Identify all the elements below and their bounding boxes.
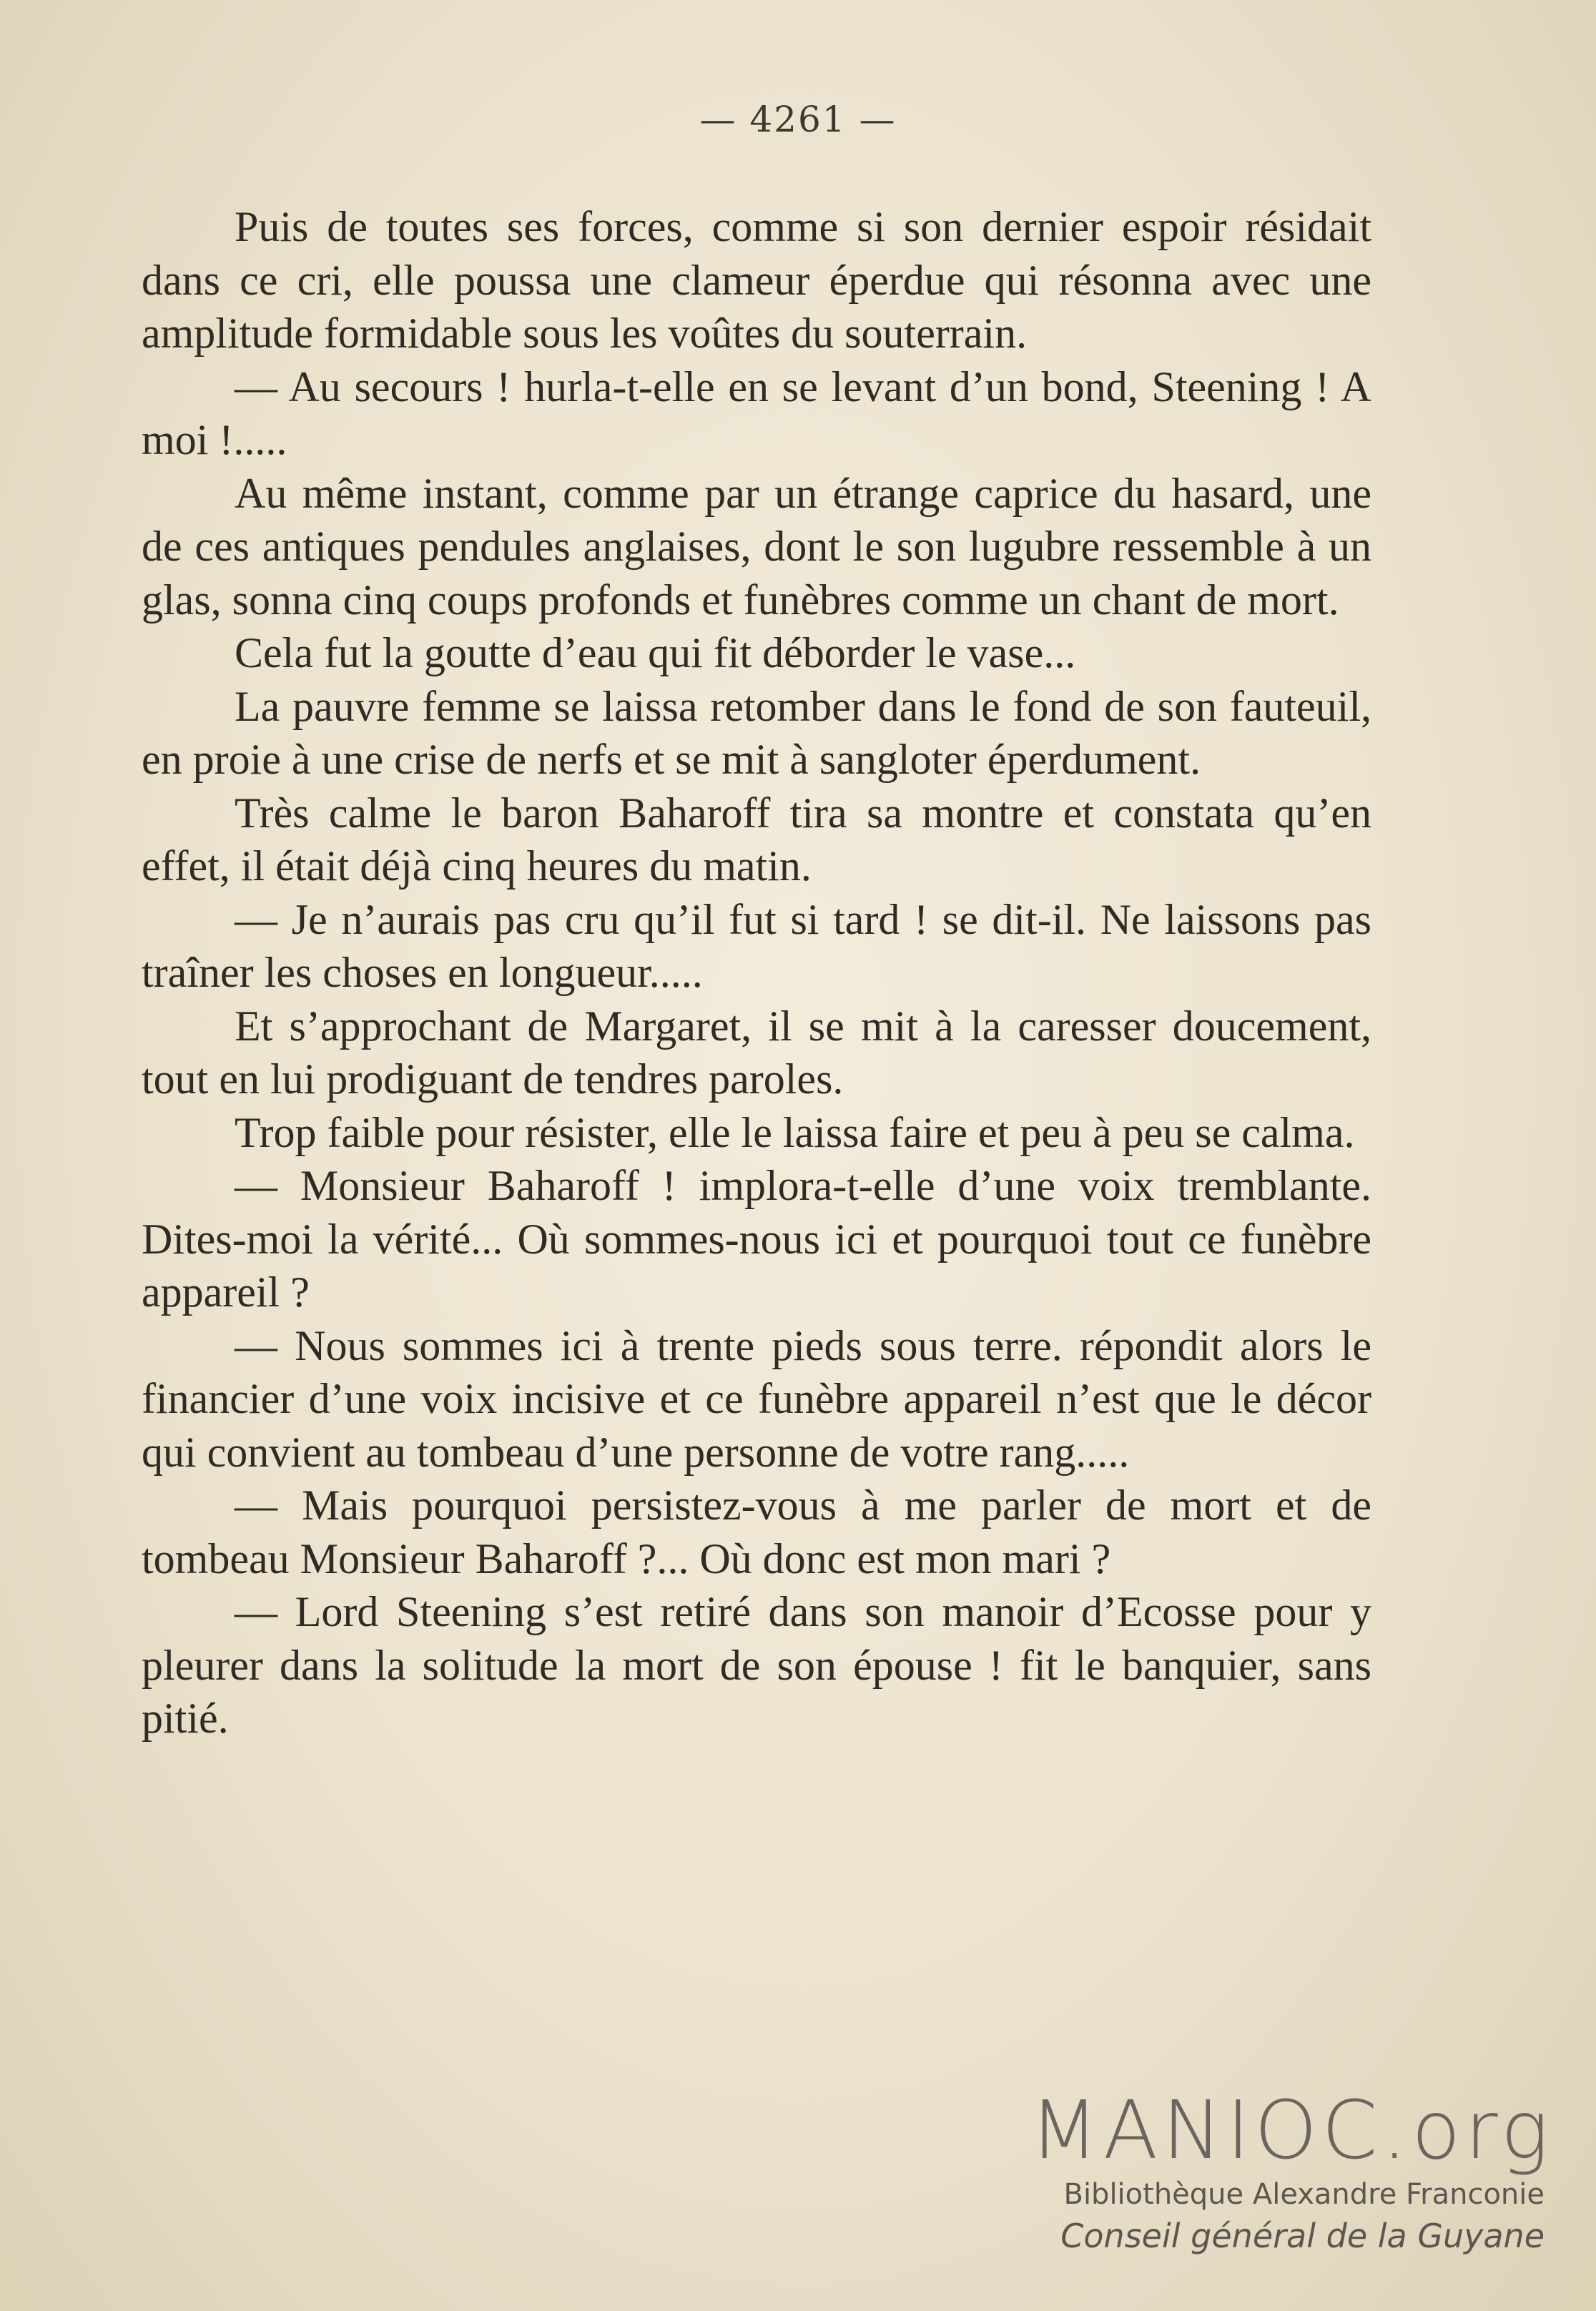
council-name: Conseil général de la Guyane [1060,2217,1545,2255]
paragraph: — Lord Steening s’est retiré dans son manoir d’Ecosse pour y pleurer dans la solitude la mort de son épouse ! fit le banquier, sans pitié. [142,1588,1371,1742]
manioc-watermark [1030,2084,1553,2255]
paragraph: — Je n’aurais pas cru qu’il fut si tard ! se dit-il. Ne laissons pas traîner les choses en longueur..... [142,895,1371,996]
paragraph: — Monsieur Baharoff ! implora-t-elle d’une voix tremblante. Dites-moi la vérité... Où sommes-nous ici et pourquoi tout ce funèbre appareil ? [142,1162,1371,1316]
paragraph: Puis de toutes ses forces, comme si son dernier espoir résidait dans ce cri, elle poussa une clameur éperdue qui résonna avec une amplitude formidable sous les voûtes du souterrain. [142,203,1371,357]
manioc-logo: MANIOC.org [1030,2084,1553,2177]
paragraph: — Nous sommes ici à trente pieds sous terre. répondit alors le financier d’une voix incisive et ce funèbre appareil n’est que le décor qui convient au tombeau d’une personne de votre rang..... [142,1321,1371,1476]
paragraph: Très calme le baron Baharoff tira sa montre et constata qu’en effet, il était déjà cinq heures du matin. [142,789,1371,890]
paragraph: — Au secours ! hurla-t-elle en se levant d’un bond, Steening ! A moi !..... [142,363,1371,463]
page-number: — 4261 — [699,99,897,140]
library-name: Bibliothèque Alexandre Franconie [1063,2178,1545,2211]
paragraph: Cela fut la goutte d’eau qui fit déborder le vase... [235,629,1076,676]
paragraph: Trop faible pour résister, elle le laissa faire et peu à peu se calma. [235,1108,1355,1156]
body-text [142,200,1371,1745]
paragraph: Au même instant, comme par un étrange caprice du hasard, une de ces antiques pendules anglaises, dont le son lugubre ressemble à un glas, sonna cinq coups profonds et funèbres comme un chant de mort. [142,469,1371,624]
paragraph: — Mais pourquoi persistez-vous à me parler de mort et de tombeau Monsieur Baharoff ?... Où donc est mon mari ? [142,1482,1371,1582]
paragraph: La pauvre femme se laissa retomber dans le fond de son fauteuil, en proie à une crise de nerfs et se mit à sangloter éperdument. [142,682,1371,783]
paragraph: Et s’approchant de Margaret, il se mit à la caresser doucement, tout en lui prodiguant de tendres paroles. [142,1002,1371,1103]
